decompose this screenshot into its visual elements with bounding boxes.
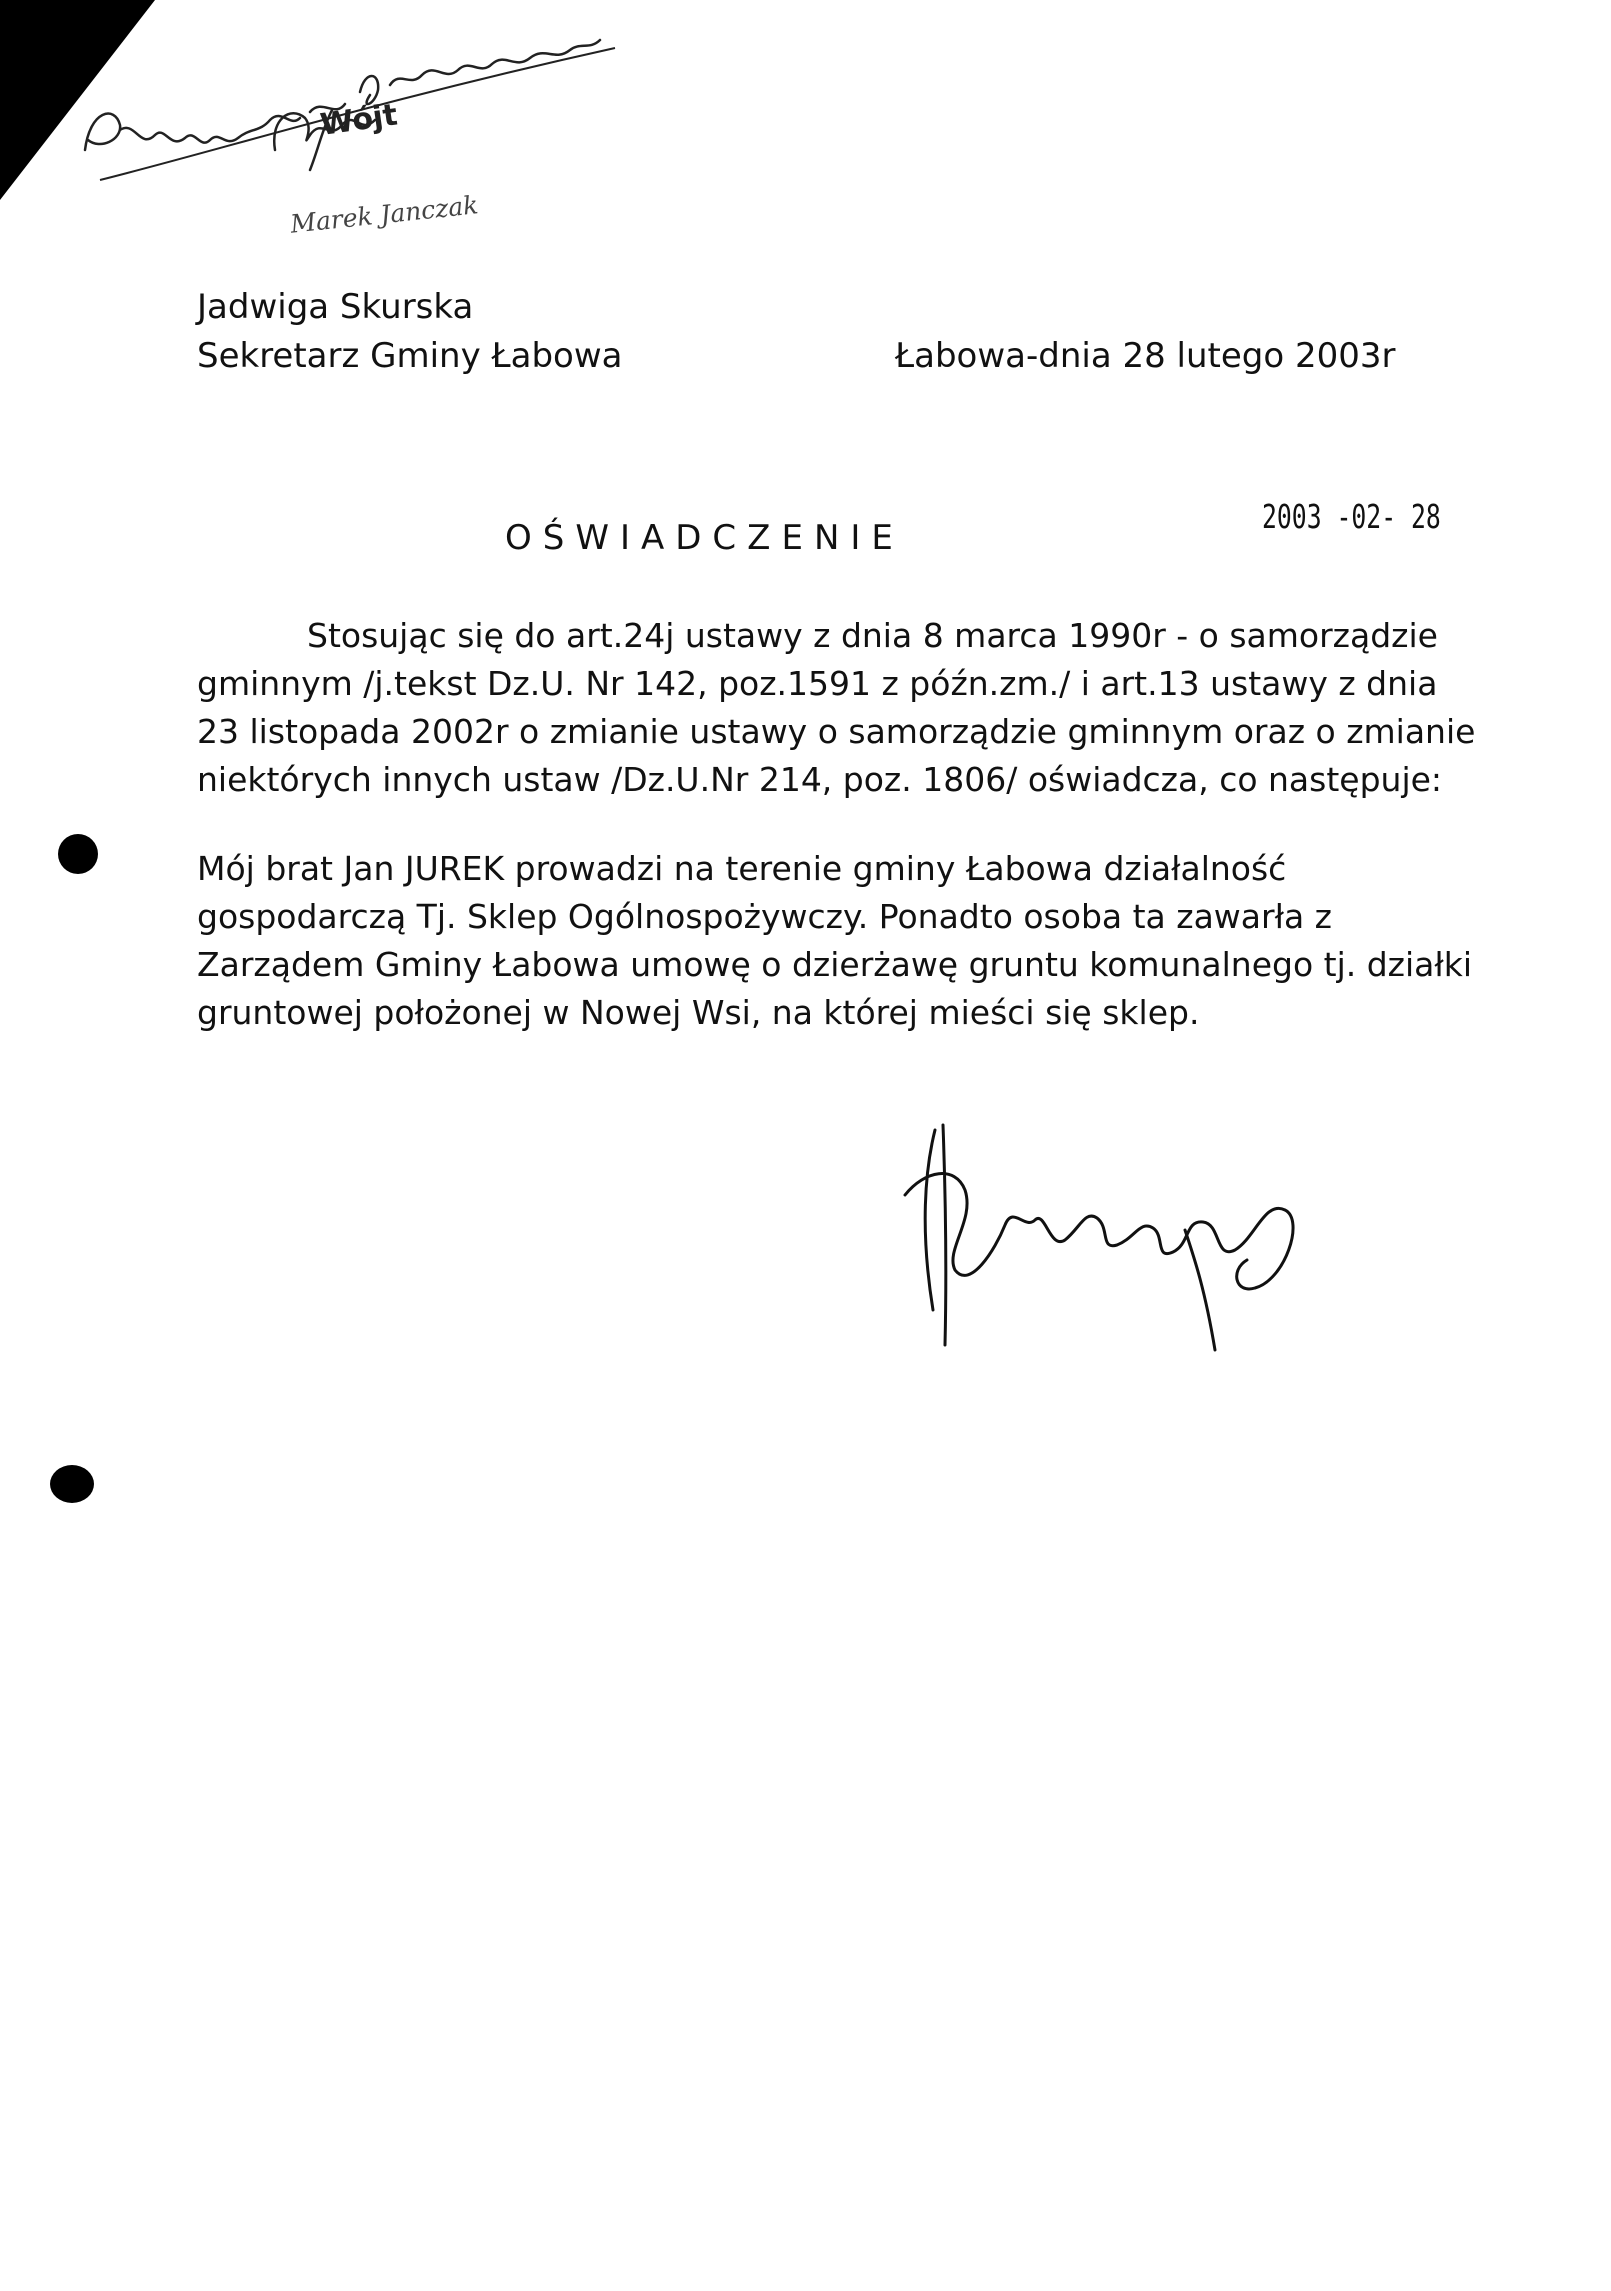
sender-title: Sekretarz Gminy Łabowa — [197, 336, 623, 376]
date-line: Łabowa-dnia 28 lutego 2003r — [895, 336, 1396, 376]
svg-text:Wójt: Wójt — [318, 97, 400, 143]
handwritten-signature — [885, 1110, 1325, 1370]
document-title: OŚWIADCZENIE — [505, 518, 904, 558]
handwritten-annotation — [60, 0, 620, 200]
stamp-signature-name: Marek Janczak — [289, 190, 480, 239]
paragraph-statement: Mój brat Jan JUREK prowadzi na terenie gminy Łabowa działalność gospodarczą Tj. Sklep Ogólnospożywczy. Ponadto osoba ta zawarła z Zarządem Gminy Łabowa umowę o dzierżawę gruntu komunalnego tj. działki gruntowej położonej w Nowej Wsi, na której mieści się sklep. — [197, 849, 1473, 1032]
punch-hole-mark — [58, 834, 98, 874]
sender-name: Jadwiga Skurska — [197, 287, 474, 327]
received-date-stamp: 2003 -02- 28 — [1262, 497, 1441, 536]
punch-hole-mark — [50, 1465, 94, 1503]
paragraph-legal-basis: Stosując się do art.24j ustawy z dnia 8 marca 1990r - o samorządzie gminnym /j.tekst Dz.U. Nr 142, poz.1591 z późn.zm./ i art.13 ustawy z dnia 23 listopada 2002r o zmianie ustawy o samorządzie gminnym oraz o zmianie niektórych innych ustaw /Dz.U.Nr 214, poz. 1806/ oświadcza, co następuje: — [197, 616, 1476, 799]
